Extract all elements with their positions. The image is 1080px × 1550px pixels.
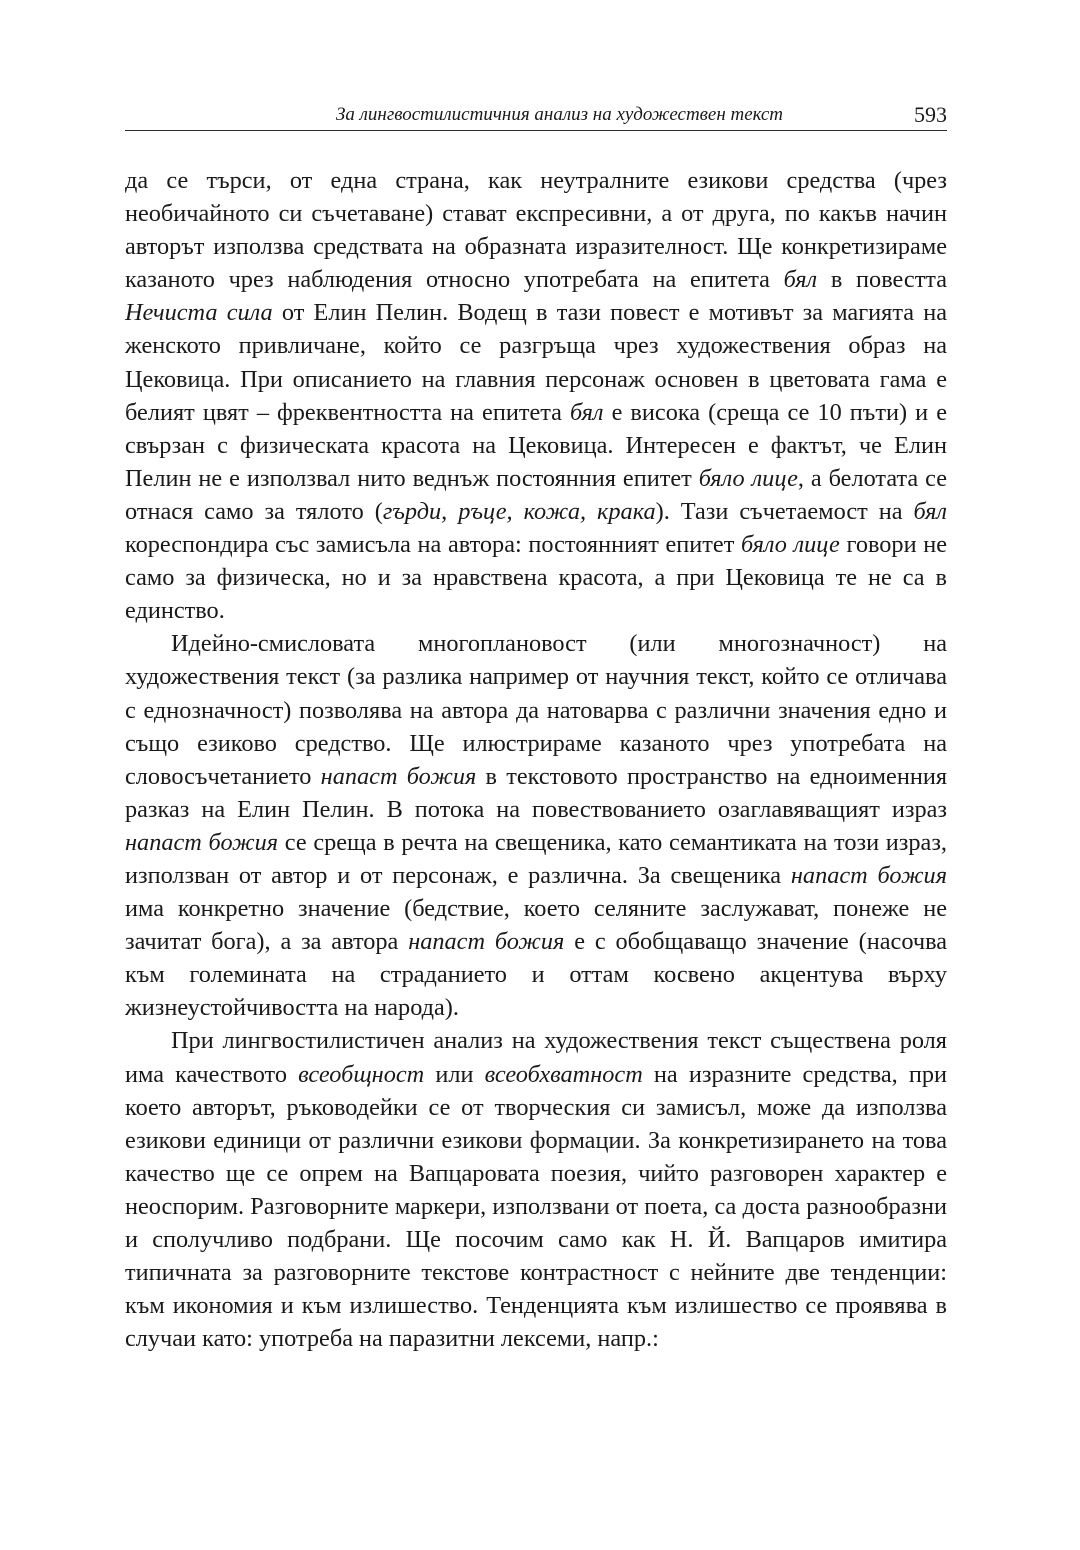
italic-term: напаст божия	[790, 861, 947, 889]
text-run: , а белотата се отнася само за тялото (	[125, 464, 947, 525]
italic-term: бяло лице	[698, 464, 798, 492]
text-run: има конкретно значение (бедствие, което селяните заслужават, понеже не зачитат бога), а за автора	[125, 895, 947, 956]
italic-term: бял	[570, 398, 604, 426]
italic-term: бял	[783, 266, 818, 294]
text-run: ). Тази съчетаемост на	[655, 497, 914, 525]
paragraph-3	[125, 1024, 947, 1355]
body-text	[125, 164, 947, 1355]
text-run: говори не само за физическа, но и за нравствена красота, а при Цековица те не са в единство.	[125, 531, 947, 625]
text-run: е с обобщаващо значение (насочва към големината на страданието и оттам косвено акцентува върху жизнеустойчивостта на народа).	[125, 928, 948, 1022]
italic-term: бял	[913, 497, 947, 525]
text-run: на изразните средства, при което авторът, ръководейки се от творческия си замисъл, може да използва езикови единици от различни езикови формации. За конкретизирането на това качество ще се опрем на Вапцаровата поезия, чийто разговорен характер е неоспорим. Разговорните маркери, използвани от поета, са доста разнообразни и сполучливо подбрани. Ще посочим само как Н. Й. Вапцаров имитира типичната за разговорните текстове контрастност с нейните две тенденции: към икономия и към излишество. Тенденцията към излишество се проявява в случаи като: употреба на паразитни лексеми, напр.:	[125, 1060, 948, 1353]
text-run: кореспондира със замисъла на автора: постоянният епитет	[125, 531, 741, 559]
italic-term: бяло лице	[740, 531, 840, 559]
italic-term: всеобхватност	[484, 1060, 643, 1088]
text-run: Идейно-смисловата многоплановост (или многозначност) на художествения текст (за разлика например от научния текст, който се отличава с еднозначност) позволява на автора да натоварва с различни значения едно и също езиково средство. Ще илюстрираме казаното чрез употребата на словосъчетанието	[125, 630, 947, 790]
running-header	[125, 102, 947, 131]
text-run: в текстовото пространство на едноименния разказ на Елин Пелин. В потока на повествованието озаглавяващият израз	[125, 762, 947, 823]
text-run: в повестта	[817, 266, 948, 294]
text-run: да се търси, от една страна, как неутралните езикови средства (чрез необичайното си съчетаване) стават експресивни, а от друга, по какъв начин авторът използва средствата на образната изразителност. Ще конкретизираме казаното чрез наблюдения относно употребата на епитета	[125, 167, 947, 294]
running-title: За лингвостилистичния анализ на художествен текст	[335, 104, 783, 125]
italic-term: гърди, ръце, кожа, крака	[382, 497, 656, 525]
text-run: При лингвостилистичен анализ на художествения текст съществена роля има качеството	[125, 1027, 947, 1088]
italic-term: напаст божия	[125, 828, 279, 856]
text-run: е висока (среща се 10 пъти) и е свързан с физическата красота на Цековица. Интересен е фактът, че Елин Пелин не е използвал нито веднъж постоянния епитет	[125, 398, 947, 492]
italic-term: напаст божия	[408, 928, 565, 956]
text-run: се среща в речта на свещеника, като семантиката на този израз, използван от автор и от персонаж, е различна. За свещеника	[125, 828, 947, 889]
italic-term: напаст божия	[320, 762, 477, 790]
text-run: или	[424, 1060, 485, 1088]
paragraph-2	[125, 627, 947, 1024]
paragraph-1	[125, 164, 947, 627]
text-run: от Елин Пелин. Водещ в тази повест е мотивът за магията на женското привличане, който се разгръща чрез художествения образ на Цековица. При описанието на главния персонаж основен в цветовата гама е белият цвят – фреквентността на епитета	[125, 299, 947, 426]
italic-term: всеобщност	[298, 1060, 425, 1088]
page-number: 593	[914, 102, 947, 127]
italic-term: Нечиста сила	[125, 299, 273, 327]
